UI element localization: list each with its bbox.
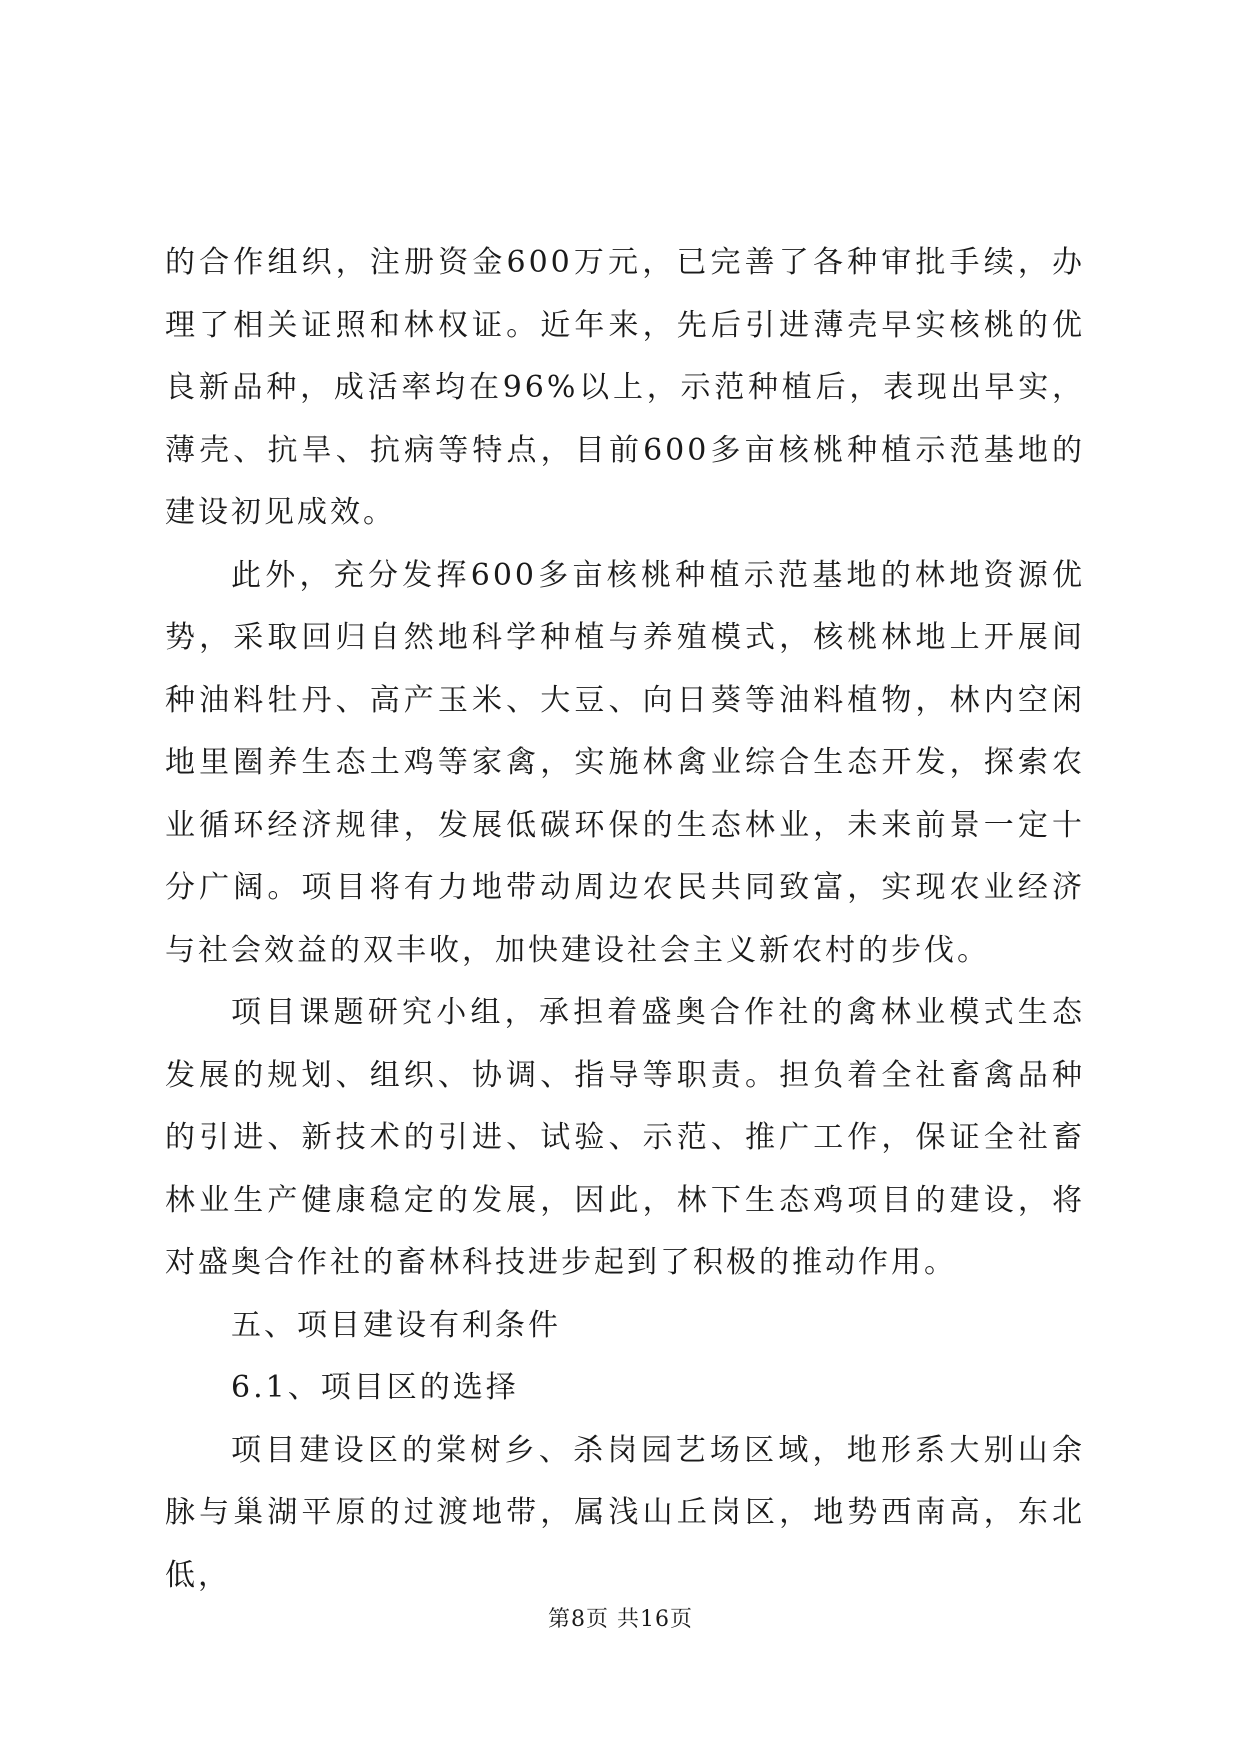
subsection-heading: 6.1、项目区的选择 <box>231 1370 519 1405</box>
paragraph-project-area: 项目建设区的棠树乡、杀岗园艺场区域，地形系大别山余脉与巢湖平原的过渡地带，属浅山丘岗区，地势西南高，东北低， <box>165 1432 1085 1593</box>
paragraph-research-group: 项目课题研究小组，承担着盛奥合作社的禽林业模式生态发展的规划、组织、协调、指导等职责。担负着全社畜禽品种的引进、新技术的引进、试验、示范、推广工作，保证全社畜林业生产健康稳定的发展，因此，林下生态鸡项目的建设，将对盛奥合作社的畜林科技进步起到了积极的推动作用。 <box>165 995 1085 1280</box>
body-text <box>165 232 1085 1607</box>
paragraph-resource-advantage: 此外，充分发挥600多亩核桃种植示范基地的林地资源优势，采取回归自然地科学种植与养殖模式，核桃林地上开展间种油料牡丹、高产玉米、大豆、向日葵等油料植物，林内空闲地里圈养生态土鸡等家禽，实施林禽业综合生态开发，探索农业循环经济规律，发展低碳环保的生态林业，未来前景一定十分广阔。项目将有力地带动周边农民共同致富，实现农业经济与社会效益的双丰收，加快建设社会主义新农村的步伐。 <box>165 557 1085 968</box>
page-footer: 第8页 共16页 <box>548 1607 693 1632</box>
paragraph-continuation: 的合作组织，注册资金600万元，已完善了各种审批手续，办理了相关证照和林权证。近年来，先后引进薄壳早实核桃的优良新品种，成活率均在96%以上，示范种植后，表现出早实，薄壳、抗旱、抗病等特点，目前600多亩核桃种植示范基地的建设初见成效。 <box>165 245 1085 530</box>
section-heading: 五、项目建设有利条件 <box>231 1307 561 1343</box>
